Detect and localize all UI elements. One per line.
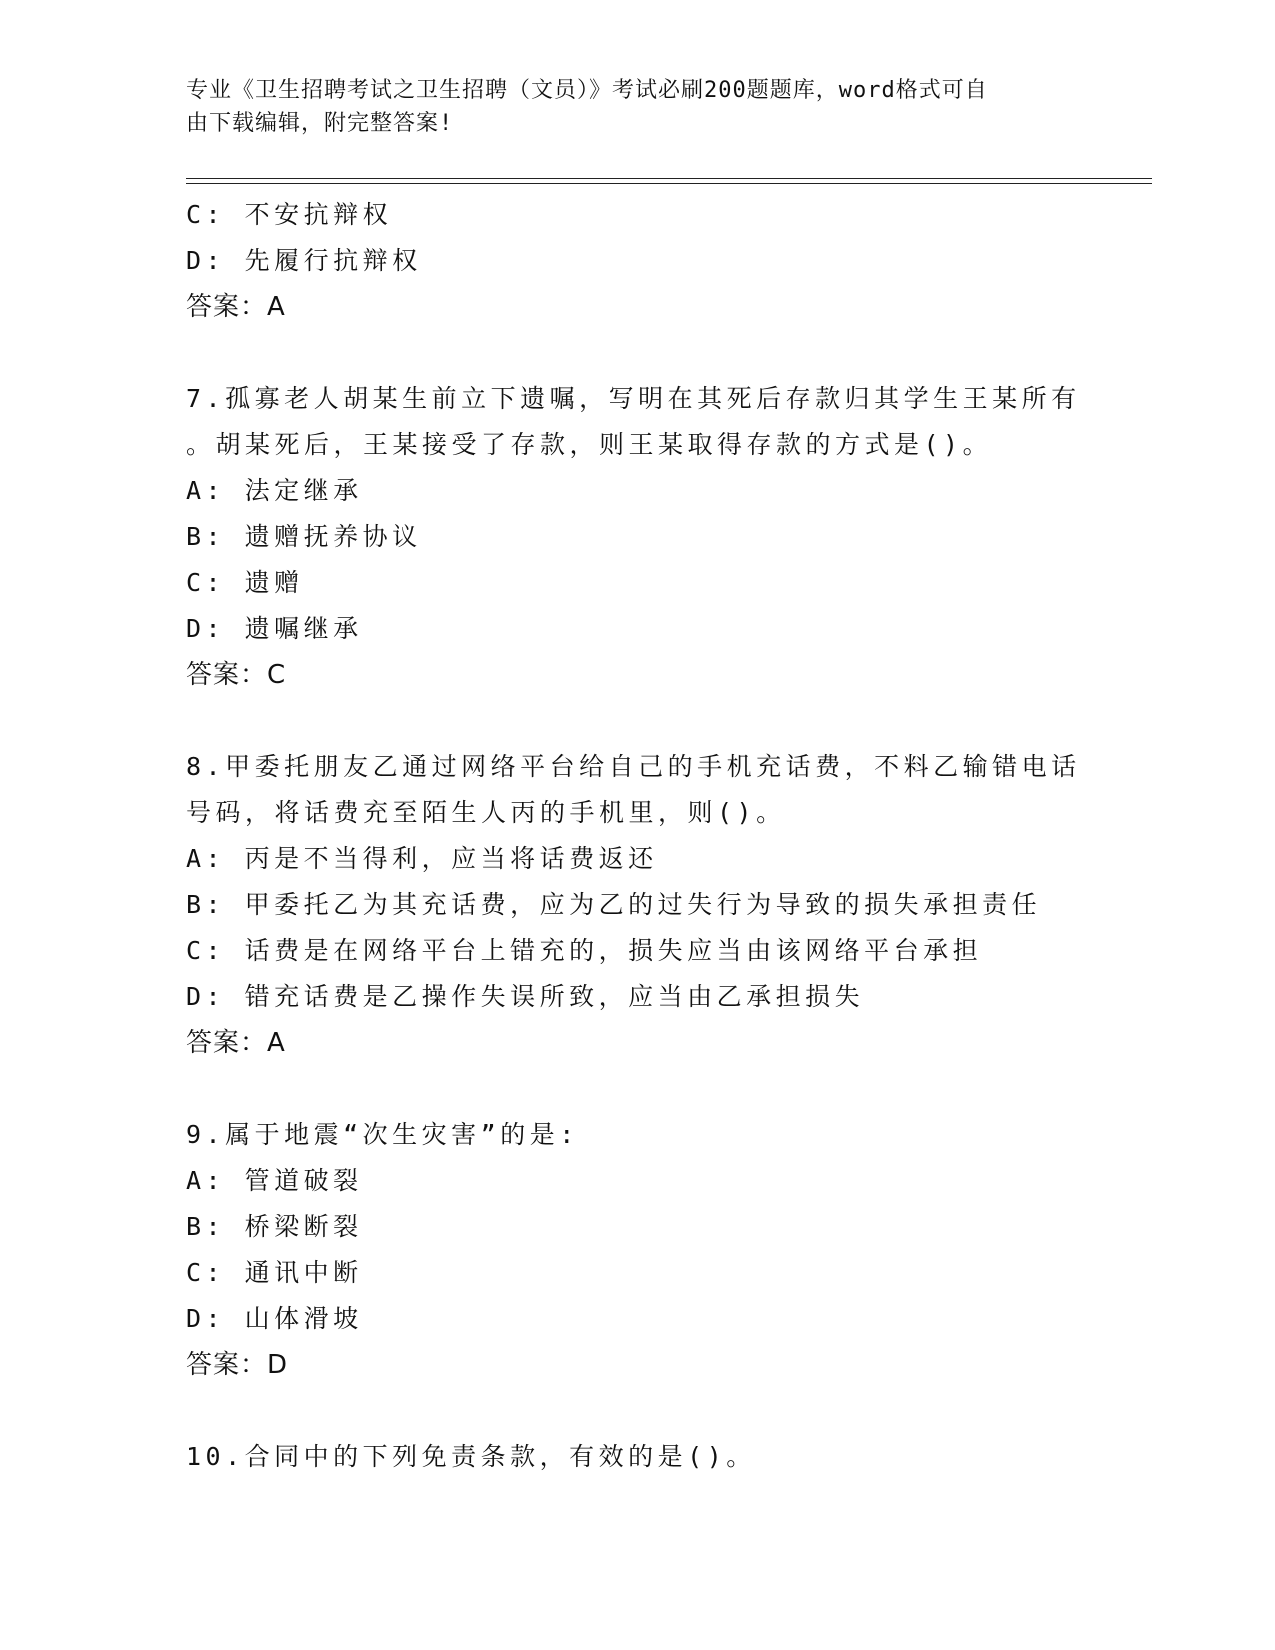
- option-c: C: 遗赠: [186, 568, 304, 597]
- spacer: [186, 330, 1086, 376]
- answer-line: 答案：A: [186, 292, 286, 322]
- option-c: C: 不安抗辩权: [186, 200, 393, 229]
- option-d: D: 遗嘱继承: [186, 614, 363, 643]
- document-header: [186, 74, 1076, 140]
- option-a: A: 丙是不当得利，应当将话费返还: [186, 844, 658, 873]
- option-b: B: 桥梁断裂: [186, 1212, 363, 1241]
- question-7: [186, 376, 1086, 698]
- question-stem-line-2: 号码，将话费充至陌生人丙的手机里，则()。: [186, 798, 786, 827]
- option-b: B: 甲委托乙为其充话费，应为乙的过失行为导致的损失承担责任: [186, 890, 1042, 919]
- header-line-1: 专业《卫生招聘考试之卫生招聘（文员）》考试必刷200题题库，word格式可自: [186, 78, 988, 103]
- question-list: [186, 192, 1086, 1480]
- question-8: [186, 744, 1086, 1066]
- spacer: [186, 1388, 1086, 1434]
- option-d: D: 先履行抗辩权: [186, 246, 422, 275]
- question-stem-line-1: 7.孤寡老人胡某生前立下遗嘱，写明在其死后存款归其学生王某所有: [186, 384, 1081, 413]
- option-b: B: 遗赠抚养协议: [186, 522, 422, 551]
- question-stem-line-1: 8.甲委托朋友乙通过网络平台给自己的手机充话费，不料乙输错电话: [186, 752, 1081, 781]
- option-d: D: 山体滑坡: [186, 1304, 363, 1333]
- option-c: C: 话费是在网络平台上错充的，损失应当由该网络平台承担: [186, 936, 983, 965]
- option-a: A: 法定继承: [186, 476, 363, 505]
- question-stem-line-1: 9.属于地震“次生灾害”的是:: [186, 1120, 579, 1149]
- question-9: [186, 1112, 1086, 1388]
- question-10: [186, 1434, 1086, 1480]
- header-divider-bottom: [186, 183, 1152, 184]
- spacer: [186, 1066, 1086, 1112]
- header-divider-top: [186, 178, 1152, 179]
- option-d: D: 错充话费是乙操作失误所致，应当由乙承担损失: [186, 982, 865, 1011]
- option-c: C: 通讯中断: [186, 1258, 363, 1287]
- answer-line: 答案：D: [186, 1350, 289, 1380]
- question-6-tail: [186, 192, 1086, 330]
- header-line-2: 由下载编辑，附完整答案!: [186, 111, 454, 136]
- question-stem-line-2: 。胡某死后，王某接受了存款，则王某取得存款的方式是()。: [186, 430, 993, 459]
- option-a: A: 管道破裂: [186, 1166, 363, 1195]
- answer-line: 答案：C: [186, 660, 287, 690]
- question-stem-line-1: 10.合同中的下列免责条款，有效的是()。: [186, 1442, 756, 1471]
- answer-line: 答案：A: [186, 1028, 286, 1058]
- spacer: [186, 698, 1086, 744]
